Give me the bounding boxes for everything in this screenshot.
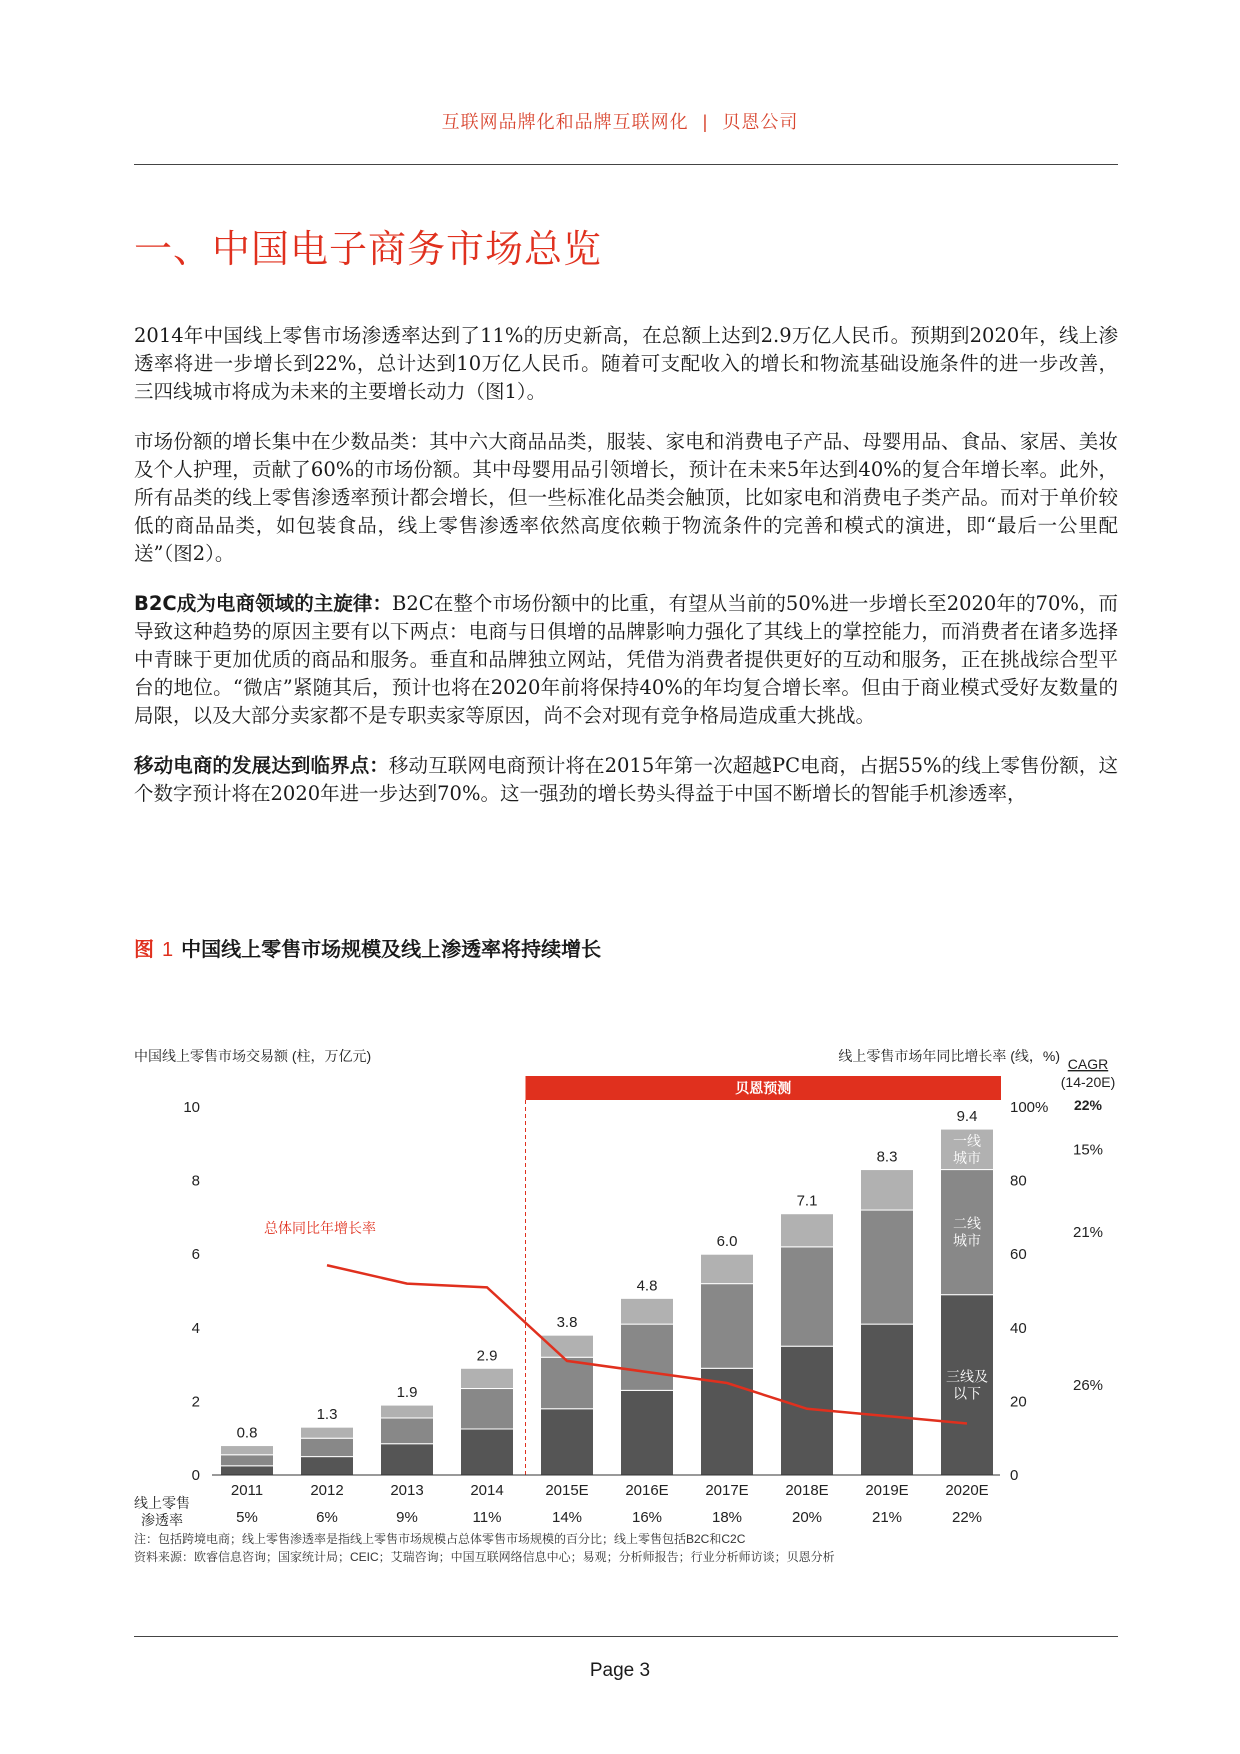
bar-segment-0 [621, 1390, 674, 1475]
x-axis-tick: 2011 [230, 1482, 264, 1499]
paragraph-1 [134, 322, 1118, 406]
paragraph-4-text: 移动互联网电商预计将在2015年第一次超越PC电商，占据55%的线上零售份额，这个数字预计将在2020年进一步达到70%。这一强劲的增长势头得益于中国不断增长的智能手机渗透率， [134, 754, 1118, 805]
bar-segment-2 [621, 1298, 674, 1324]
chart-note: 注：包括跨境电商；线上零售渗透率是指线上零售市场规模占总体零售市场规模的百分比；线上零售包括B2C和C2C [134, 1532, 746, 1546]
bar-segment-0 [301, 1457, 354, 1475]
bar-segment-1 [461, 1389, 514, 1429]
bar-total-label: 4.8 [636, 1277, 658, 1295]
bar-segment-0 [221, 1466, 274, 1475]
bar-total-label: 3.8 [556, 1314, 578, 1332]
penetration-value: 20% [791, 1509, 823, 1526]
bar-segment-2 [221, 1446, 274, 1455]
segment-label: 以下 [953, 1385, 981, 1402]
bar-total-label: 7.1 [796, 1192, 818, 1210]
paragraph-3 [134, 590, 1118, 730]
x-axis-tick: 2019E [865, 1482, 909, 1499]
penetration-value: 5% [236, 1509, 258, 1526]
bar-segment-2 [541, 1335, 594, 1357]
bar-segment-1 [861, 1210, 914, 1324]
bar-segment-2 [461, 1368, 514, 1388]
x-axis-tick: 2014 [470, 1482, 504, 1499]
bar-segment-0 [381, 1444, 434, 1475]
bar-segment-1 [621, 1324, 674, 1390]
left-axis-tick: 10 [183, 1099, 200, 1116]
segment-label: 一线 [953, 1132, 981, 1149]
paragraph-2-text: 市场份额的增长集中在少数品类：其中六大商品品类，服装、家电和消费电子产品、母婴用品、食品、家居、美妆及个人护理，贡献了60%的市场份额。其中母婴用品引领增长，预计在未来5年达到40%的复合年增长率。此外，所有品类的线上零售渗透率预计都会增长，但一些标准化品类会触顶，比如家电和消费电子类产品。而对于单价较低的商品品类，如包装食品，线上零售渗透率依然高度依赖于物流条件的完善和模式的演进，即“最后一公里配送”（图2）。 [134, 430, 1118, 565]
right-axis-tick: 100% [1010, 1099, 1049, 1116]
bar-total-label: 8.3 [876, 1148, 898, 1166]
penetration-label-line2: 渗透率 [141, 1512, 183, 1528]
bar-segment-1 [221, 1455, 274, 1466]
running-header [0, 108, 1240, 134]
chart-source: 资料来源：欧睿信息咨询；国家统计局；CEIC；艾瑞咨询；中国互联网络信息中心；易观；分析师报告；行业分析师访谈；贝恩分析 [134, 1550, 835, 1564]
penetration-value: 6% [316, 1509, 338, 1526]
header-separator: | [702, 112, 709, 132]
segment-label: 城市 [953, 1149, 981, 1166]
bar-segment-2 [781, 1214, 834, 1247]
right-axis-tick: 0 [1010, 1467, 1019, 1484]
paragraph-1-text: 2014年中国线上零售市场渗透率达到了11%的历史新高，在总额上达到2.9万亿人民币。预期到2020年，线上渗透率将进一步增长到22%，总计达到10万亿人民币。随着可支配收入的增长和物流基础设施条件的进一步改善，三四线城市将成为未来的主要增长动力（图1）。 [134, 324, 1118, 403]
penetration-value: 21% [871, 1509, 903, 1526]
x-axis-tick: 2017E [705, 1482, 749, 1499]
left-axis-title: 中国线上零售市场交易额 (柱，万亿元) [134, 1048, 372, 1064]
footer-rule [134, 1636, 1118, 1637]
segment-label: 二线 [953, 1215, 981, 1232]
x-axis-tick: 2015E [545, 1482, 589, 1499]
bar-segment-0 [861, 1324, 914, 1475]
bar-segment-2 [701, 1254, 754, 1283]
segment-label: 三线及 [946, 1368, 988, 1385]
x-axis-tick: 2020E [945, 1482, 989, 1499]
header-report-title: 互联网品牌化和品牌互联网化 [441, 112, 689, 132]
penetration-value: 22% [951, 1509, 983, 1526]
cagr-segment: 21% [1072, 1224, 1104, 1242]
left-axis-tick: 6 [191, 1246, 200, 1264]
market-size-chart [0, 1040, 1240, 1580]
bar-segment-2 [861, 1170, 914, 1210]
bar-segment-1 [781, 1247, 834, 1346]
left-axis-tick: 2 [191, 1393, 200, 1411]
right-axis-tick: 80 [1010, 1172, 1027, 1190]
segment-label: 城市 [953, 1232, 981, 1249]
bar-segment-2 [381, 1405, 434, 1418]
cagr-header: CAGR [1067, 1056, 1109, 1072]
right-axis-tick: 20 [1010, 1393, 1027, 1411]
bar-segment-0 [461, 1429, 514, 1475]
x-axis-tick: 2016E [625, 1482, 669, 1499]
penetration-value: 18% [711, 1509, 743, 1526]
penetration-value: 14% [551, 1509, 583, 1526]
figure-label: 图 [134, 939, 154, 961]
bar-segment-1 [701, 1284, 754, 1369]
bar-total-label: 2.9 [476, 1347, 498, 1365]
bar-segment-1 [541, 1357, 594, 1409]
bar-total-label: 0.8 [236, 1424, 258, 1442]
left-axis-tick: 0 [191, 1467, 200, 1484]
x-axis-tick: 2013 [390, 1482, 424, 1499]
left-axis-tick: 4 [191, 1319, 200, 1337]
forecast-banner-label: 贝恩预测 [735, 1080, 792, 1096]
x-axis-tick: 2012 [310, 1482, 344, 1499]
penetration-value: 9% [396, 1509, 418, 1526]
bar-segment-1 [381, 1418, 434, 1444]
cagr-period: (14-20E) [1060, 1074, 1116, 1090]
paragraph-4 [134, 752, 1118, 808]
right-axis-tick: 60 [1010, 1246, 1027, 1264]
paragraph-2 [134, 428, 1118, 568]
header-company: 贝恩公司 [722, 112, 799, 132]
right-axis-tick: 40 [1010, 1319, 1027, 1337]
bar-segment-2 [301, 1427, 354, 1438]
bar-total-label: 1.3 [316, 1406, 338, 1424]
bar-segment-1 [301, 1438, 354, 1456]
figure-caption: 中国线上零售市场规模及线上渗透率将持续增长 [181, 939, 602, 961]
penetration-label-line1: 线上零售 [134, 1495, 190, 1511]
figure-number: 1 [162, 939, 174, 961]
paragraph-3-text: B2C在整个市场份额中的比重，有望从当前的50%进一步增长至2020年的70%，而导致这种趋势的原因主要有以下两点：电商与日俱增的品牌影响力强化了其线上的掌控能力，而消费者在诸多选择中青睐于更加优质的商品和服务。垂直和品牌独立网站，凭借为消费者提供更好的互动和服务，正在挑战综合型平台的地位。“微店”紧随其后，预计也将在2020年前将保持40%的年均复合增长率。但由于商业模式受好友数量的局限，以及大部分卖家都不是专职卖家等原因，尚不会对现有竞争格局造成重大挑战。 [134, 592, 1119, 727]
bar-segment-0 [541, 1409, 594, 1475]
x-axis-tick: 2018E [785, 1482, 829, 1499]
bar-total-label: 9.4 [956, 1108, 978, 1126]
bar-total-label: 1.9 [396, 1384, 418, 1402]
penetration-value: 16% [631, 1509, 663, 1526]
paragraph-3-lead: B2C成为电商领域的主旋律： [134, 592, 393, 615]
body-text [134, 322, 1118, 830]
right-axis-title: 线上零售市场年同比增长率 (线，%) [838, 1048, 1060, 1064]
left-axis-tick: 8 [191, 1172, 200, 1190]
header-rule [134, 164, 1118, 165]
cagr-segment: 15% [1072, 1141, 1104, 1159]
section-title: 一、中国电子商务市场总览 [134, 229, 603, 271]
page-number: Page 3 [589, 1660, 651, 1681]
cagr-segment: 26% [1072, 1376, 1104, 1394]
cagr-total: 22% [1073, 1097, 1103, 1113]
bar-total-label: 6.0 [716, 1233, 738, 1251]
figure-title [134, 933, 601, 962]
growth-line-label: 总体同比年增长率 [264, 1220, 376, 1237]
paragraph-4-lead: 移动电商的发展达到临界点： [134, 754, 389, 777]
penetration-value: 11% [472, 1509, 502, 1526]
